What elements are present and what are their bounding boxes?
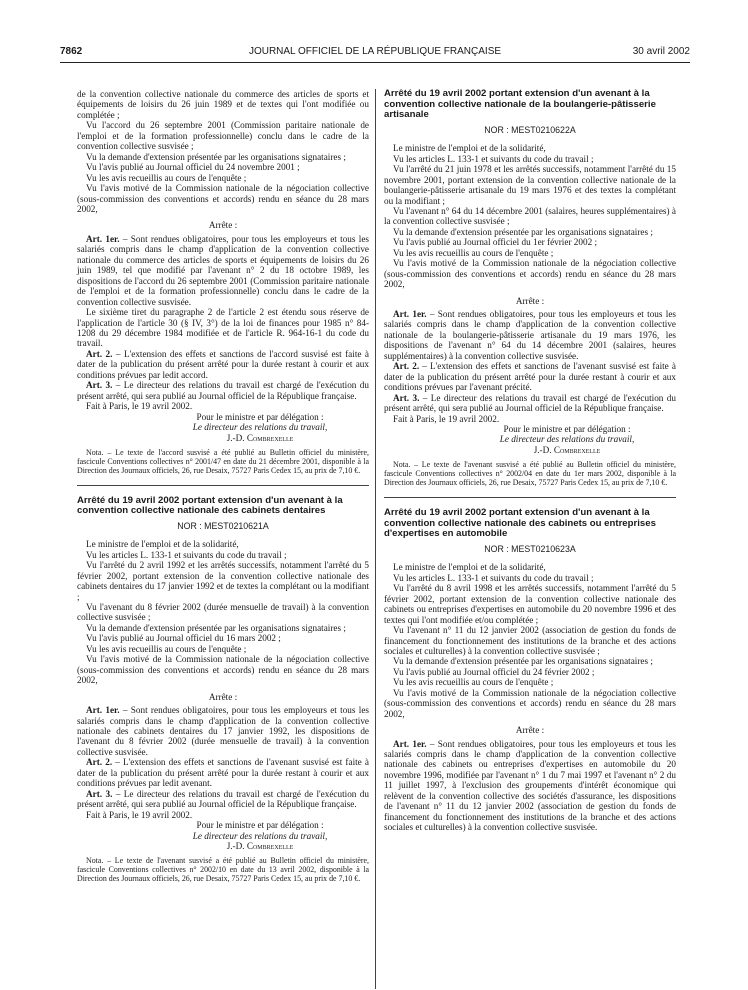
paragraph: Vu l'avis motivé de la Commission nationale de la négociation collective (sous-commission des conventions et accords) rendu en séance du 28 mars 2002, xyxy=(77,654,369,686)
article-label: Art. 3. xyxy=(393,392,420,403)
issue-date: 30 avril 2002 xyxy=(632,46,690,57)
article xyxy=(384,393,676,414)
paragraph: Vu l'avis publié au Journal officiel du 24 février 2002 ; xyxy=(393,666,595,677)
article-text: – Le directeur des relations du travail est chargé de l'exécution du présent arrêté, qui sera publié au Journal officiel de la République française. xyxy=(384,392,676,414)
article xyxy=(384,361,676,392)
paragraph: Vu l'avenant du 8 février 2002 (durée mensuelle de travail) à la convention collective susvisée ; xyxy=(77,602,369,623)
paragraph: Vu l'avis publié au Journal officiel du 24 novembre 2001 ; xyxy=(86,162,300,173)
article-text: – L'extension des effets et sanctions de l'accord susvisé est faite à dater de la publication du présent arrêté pour la durée restant à courir et aux conditions prévues par ledit accord. xyxy=(77,348,369,380)
nor-reference: NOR : MEST0210622A xyxy=(484,124,576,135)
paragraph: Vu l'avis motivé de la Commission nationale de la négociation collective (sous-commission des conventions et accords) rendu en séance du 28 mars 2002, xyxy=(77,183,369,214)
article xyxy=(384,309,676,361)
paragraph: de la convention collective nationale du commerce des articles de sports et équipements de loisirs du 26 juin 1989 et de textes qui l'ont modifiée ou complétée ; xyxy=(77,89,369,120)
page-header xyxy=(60,46,690,60)
article xyxy=(77,349,369,380)
article-label: Art. 3. xyxy=(86,380,113,391)
article-text: – L'extension des effets et sanctions de l'avenant susvisé est faite à dater de la publication du présent arrêté pour la durée restant à courir et aux conditions prévues par ledit avenant. xyxy=(77,757,369,789)
signature-block xyxy=(77,820,369,851)
signatory-name: J.-D. Combrexelle xyxy=(226,841,294,851)
paragraph: Vu la demande d'extension présentée par les organisations signataires ; xyxy=(86,151,346,162)
right-column xyxy=(384,89,676,833)
signature-block xyxy=(77,412,369,443)
nota: Nota. – Le texte de l'avenant susvisé a été publié au Bulletin officiel du ministère, fascicule Conventions collectives n° 2002/10 en date du 13 avril 2002, disponible à la Direction des Journaux officiels, 26, rue Desaix, 75727 Paris Cedex 15, au prix de 7,10 €. xyxy=(77,856,369,884)
paragraph: Vu l'arrêté du 8 avril 1998 et les arrêtés successifs, notamment l'arrêté du 5 février 2002, portant extension de la convention collective nationale des cabinets ou entreprises d'expertises en automobile du 20 novembre 1996 et des textes qui l'ont modifiée et/ou complétée ; xyxy=(384,583,676,625)
article-text: – Sont rendues obligatoires, pour tous les employeurs et tous les salariés compris dans le champ d'application de la convention collective nationale des cabinets ou entreprises d'expertises en automobile du 20 novembre 1996, modifiée par l'avenant n° 1 du 7 mai 1997 et l'avenant n° 2 du 11 juillet 1997, à l'exclusion des groupements d'intérêt économique qui relèvent de la convention collective des sociétés d'assurance, les dispositions de l'avenant n° 11 du 12 janvier 2002 (association de gestion du fonds de financement du fonctionnement des institutions de la branche et des actions sociales et culturelles) à la convention collective susvisée. xyxy=(384,738,676,833)
paragraph: Vu l'avenant n° 11 du 12 janvier 2002 (association de gestion du fonds de financement du fonctionnement des institutions de la branche et des actions sociales et culturelles) à la convention collective susvisée ; xyxy=(384,625,676,656)
paragraph: Vu les articles L. 133-1 et suivants du code du travail ; xyxy=(393,153,594,164)
place-date: Fait à Paris, le 19 avril 2002. xyxy=(86,401,193,412)
article-label: Art. 2. xyxy=(393,361,420,372)
decree-title: Arrêté du 19 avril 2002 portant extension d'un avenant à la convention collective nationale des cabinets ou entreprises d'expertises en automobile xyxy=(384,507,656,540)
paragraph: Vu la demande d'extension présentée par les organisations signataires ; xyxy=(86,622,346,633)
column-divider xyxy=(375,89,376,989)
paragraph: Vu les avis recueillis au cours de l'enquête ; xyxy=(86,643,247,654)
paragraph: Vu la demande d'extension présentée par les organisations signataires ; xyxy=(393,656,653,667)
paragraph: Vu l'arrêté du 21 juin 1978 et les arrêtés successifs, notamment l'arrêté du 15 novembre 2001, portant extension de la convention collective nationale de la boulangerie-pâtisserie artisanale du 19 mars 1976 et des textes la complétant ou la modifiant ; xyxy=(384,164,676,206)
article-text: – Sont rendues obligatoires, pour tous les employeurs et tous les salariés compris dans le champ d'application de la convention collective nationale des cabinets dentaires du 17 janvier 1992, les dispositions de l'avenant du 8 février 2002 (durée mensuelle de travail) à la convention collective susvisée. xyxy=(77,705,369,757)
article-text: – L'extension des effets et sanctions de l'avenant susvisé est faite à dater de la publication du présent arrêté pour la durée restant à courir et aux conditions prévues par l'avenant précité. xyxy=(384,361,676,393)
paragraph: Le sixième tiret du paragraphe 2 de l'article 2 est étendu sous réserve de l'application de l'article 30 (§ IV, 3°) de la loi de finances pour 1985 n° 84-1208 du 29 décembre 1984 modifiée et de l'article R. 964-16-1 du code du travail. xyxy=(77,307,369,349)
signature-title: Le directeur des relations du travail, xyxy=(192,422,328,433)
article xyxy=(77,380,369,401)
journal-title: JOURNAL OFFICIEL DE LA RÉPUBLIQUE FRANÇAISE xyxy=(248,46,502,57)
section-separator xyxy=(384,497,676,498)
paragraph: Vu les avis recueillis au cours de l'enquête ; xyxy=(86,172,247,183)
place-date: Fait à Paris, le 19 avril 2002. xyxy=(86,809,193,820)
paragraph: Vu l'accord du 26 septembre 2001 (Commission paritaire nationale de l'emploi et de la formation professionnelle) conclu dans le cadre de la convention collective susvisée ; xyxy=(77,120,369,152)
section-separator xyxy=(77,485,369,486)
article-text: – Le directeur des relations du travail est chargé de l'exécution du présent arrêté, qui sera publié au Journal officiel de la République française. xyxy=(77,380,369,401)
paragraph: Vu l'arrêté du 2 avril 1992 et les arrêtés successifs, notamment l'arrêté du 5 février 2002, portant extension de la convention collective nationale des cabinets dentaires du 17 janvier 1992 et de textes la complétant ou la modifiant ; xyxy=(77,560,369,602)
nor-reference: NOR : MEST0210623A xyxy=(484,543,576,554)
nota: Nota. – Le texte de l'accord susvisé a été publié au Bulletin officiel du ministère, fascicule Conventions collectives n° 2001/47 en date du 21 décembre 2001, disponible à la Direction des Journaux officiels, 26, rue Desaix, 75727 Paris Cedex 15, au prix de 7,10 €. xyxy=(77,447,369,475)
article-text: – Sont rendues obligatoires, pour tous les employeurs et tous les salariés compris dans le champ d'application de la convention collective nationale du commerce des articles de sports et équipements de loisirs du 26 juin 1989, tel que modifié par l'avenant n° 2 du 18 octobre 1989, les dispositions de l'accord du 26 septembre 2001 (Commission paritaire nationale de l'emploi et de la formation professionnelle) conclu dans le cadre de la convention collective susvisée. xyxy=(77,233,369,307)
nor-reference: NOR : MEST0210621A xyxy=(177,520,269,531)
signature-line: Pour le ministre et par délégation : xyxy=(196,411,324,422)
paragraph: Vu l'avis publié au Journal officiel du 16 mars 2002 ; xyxy=(86,633,281,644)
paragraph: Vu la demande d'extension présentée par les organisations signataires ; xyxy=(393,226,653,237)
signature-block xyxy=(384,424,676,455)
signatory-name: J.-D. Combrexelle xyxy=(533,444,601,455)
article-text: – Sont rendues obligatoires, pour tous les employeurs et tous les salariés compris dans le champ d'application de la convention collective nationale de la boulangerie-pâtisserie artisanale du 19 mars 1976, les dispositions de l'avenant n° 64 du 14 décembre 2001 (salaires, heures supplémentaires) à la convention collective susvisée. xyxy=(384,309,676,361)
article-label: Art. 1er. xyxy=(393,738,427,749)
nota: Nota. – Le texte de l'avenant susvisé a été publié au Bulletin officiel du ministère, fascicule Conventions collectives n° 2002/04 en date du 1er mars 2002, disponible à la Direction des Journaux officiels, 26, rue Desaix, 75727 Paris Cedex 15, au prix de 7,10 €. xyxy=(384,460,676,488)
paragraph: Vu les articles L. 133-1 et suivants du code du travail ; xyxy=(86,549,287,560)
signature-line: Pour le ministre et par délégation : xyxy=(196,820,324,831)
article xyxy=(77,705,369,757)
article-text: – Le directeur des relations du travail est chargé de l'exécution du présent arrêté, qui sera publié au Journal officiel de la République française. xyxy=(77,788,369,810)
paragraph: Vu l'avenant n° 64 du 14 décembre 2001 (salaires, heures supplémentaires) à la convention collective susvisée ; xyxy=(384,205,676,227)
article-label: Art. 1er. xyxy=(86,233,120,244)
paragraph: Vu l'avis motivé de la Commission nationale de la négociation collective (sous-commission des conventions et accords) rendu en séance du 28 mars 2002, xyxy=(384,687,676,719)
signature-title: Le directeur des relations du travail, xyxy=(499,434,635,445)
arrete-heading: Arrête : xyxy=(208,691,238,702)
page-number: 7862 xyxy=(60,46,83,57)
paragraph: Vu les avis recueillis au cours de l'enquête ; xyxy=(393,677,554,688)
paragraph: Vu les avis recueillis au cours de l'enquête ; xyxy=(393,247,554,258)
paragraph: Vu l'avis publié au Journal officiel du 1er février 2002 ; xyxy=(393,237,598,248)
signature-line: Pour le ministre et par délégation : xyxy=(503,424,631,435)
arrete-heading: Arrête : xyxy=(515,295,545,306)
header-rule xyxy=(60,62,690,63)
paragraph: Le ministre de l'emploi et de la solidarité, xyxy=(393,143,546,154)
decree-title: Arrêté du 19 avril 2002 portant extension d'un avenant à la convention collective nationale de la boulangerie-pâtisserie artisanale xyxy=(384,88,656,121)
arrete-heading: Arrête : xyxy=(515,725,545,736)
paragraph: Vu l'avis motivé de la Commission nationale de la négociation collective (sous-commission des conventions et accords) rendu en séance du 28 mars 2002, xyxy=(384,258,676,290)
signatory-name: J.-D. Combrexelle xyxy=(226,432,294,443)
article xyxy=(384,739,676,833)
arrete-heading: Arrête : xyxy=(208,220,238,231)
article xyxy=(77,234,369,307)
place-date: Fait à Paris, le 19 avril 2002. xyxy=(393,413,500,424)
paragraph: Vu les articles L. 133-1 et suivants du code du travail ; xyxy=(393,572,594,583)
left-column xyxy=(77,89,369,884)
article-label: Art. 1er. xyxy=(86,705,120,716)
article-label: Art. 2. xyxy=(86,757,113,768)
article xyxy=(77,789,369,810)
decree-title: Arrêté du 19 avril 2002 portant extension d'un avenant à la convention collective nationale des cabinets dentaires xyxy=(77,494,343,517)
article-label: Art. 3. xyxy=(86,788,113,799)
article-label: Art. 1er. xyxy=(393,309,427,320)
signature-title: Le directeur des relations du travail, xyxy=(192,830,328,841)
paragraph: Le ministre de l'emploi et de la solidarité, xyxy=(393,562,546,573)
article-label: Art. 2. xyxy=(86,348,113,359)
paragraph: Le ministre de l'emploi et de la solidarité, xyxy=(86,539,239,550)
article xyxy=(77,757,369,788)
